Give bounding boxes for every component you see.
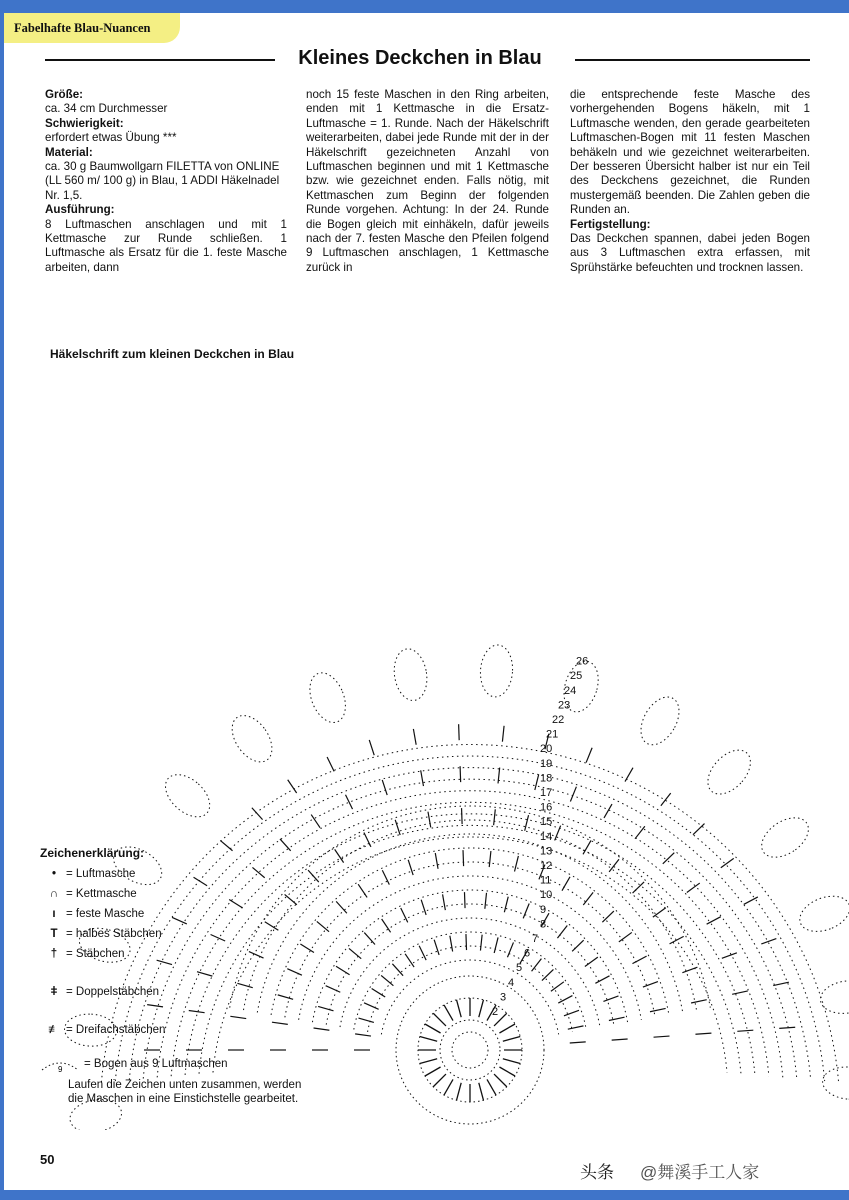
stitch-mark <box>654 1036 670 1037</box>
stitch-mark <box>595 976 609 984</box>
round-arc <box>285 862 655 1017</box>
stitch-mark <box>494 809 496 825</box>
petal-loop <box>755 810 816 866</box>
stitch-mark <box>494 1074 507 1087</box>
round-number-label: 13 <box>540 845 553 858</box>
material-label: Material: <box>45 145 93 159</box>
stitch-mark <box>355 1034 371 1036</box>
stitch-mark <box>504 897 508 913</box>
stitch-mark <box>619 932 632 941</box>
section-title: Fabelhafte Blau-Nuancen <box>14 21 151 35</box>
stitch-mark <box>317 921 329 931</box>
bottom-blue-bar <box>0 1190 849 1200</box>
stitch-mark <box>336 901 347 913</box>
legend-label: = Doppelstäbchen <box>66 986 160 998</box>
stitch-mark <box>498 768 500 784</box>
stitch-mark <box>372 989 386 997</box>
legend-label: = Kettmasche <box>66 888 137 900</box>
legend-label: = halbes Stäbchen <box>66 928 162 940</box>
slip-stitch-symbol-icon: ∩ <box>49 888 59 900</box>
stitch-mark <box>693 824 705 835</box>
text-column-1 <box>45 88 287 275</box>
treble-symbol-icon: ǂ <box>50 986 58 998</box>
stitch-mark <box>460 766 461 782</box>
stitch-mark <box>434 940 439 955</box>
stitch-mark <box>464 892 465 908</box>
section-tab <box>4 13 180 43</box>
stitch-mark <box>535 774 539 790</box>
diagram-title: Häkelschrift zum kleinen Deckchen in Blau <box>50 347 295 361</box>
legend-row-arc <box>40 1058 308 1076</box>
difficulty-value: erfordert etwas Übung *** <box>45 131 177 145</box>
round-number-label: 5 <box>516 962 523 975</box>
legend-row-hdc <box>40 928 308 948</box>
stitch-mark <box>444 1005 453 1021</box>
stitch-mark <box>425 1067 441 1076</box>
round-number-label: 23 <box>558 699 571 712</box>
stitch-mark <box>419 946 426 960</box>
stitch-mark <box>349 948 361 958</box>
stitch-mark <box>632 956 646 964</box>
legend-row-tr <box>40 986 308 1024</box>
stitch-mark <box>499 1067 515 1076</box>
stitch-mark <box>462 808 463 824</box>
petal-loop <box>479 644 515 698</box>
stitch-mark <box>487 1079 496 1095</box>
stitch-mark <box>433 1013 446 1026</box>
stitch-mark <box>288 780 297 793</box>
stitch-mark <box>443 894 446 910</box>
stitch-mark <box>650 1008 666 1011</box>
stitch-mark <box>625 768 633 782</box>
round-number-label: 14 <box>540 830 553 843</box>
page-title: Kleines Deckchen in Blau <box>298 47 542 69</box>
stitch-mark <box>466 934 467 950</box>
stitch-mark <box>480 935 482 951</box>
stitch-mark <box>609 859 619 872</box>
stitch-mark <box>542 969 554 980</box>
stitch-mark <box>494 937 498 953</box>
stitch-mark <box>326 986 341 993</box>
petal-loop <box>818 978 849 1017</box>
column-2-text: noch 15 feste Maschen in den Ring arbeiten, enden mit 1 Kettmasche in die Ersatz-Luftmasche = 1. Runde. Nach der Häkelschrift weiterarbeiten, dabei jede Runde mit der in der Häkelschrift gezeichneten Anzahl von Luftmaschen beginnen und mit 1 Kettmasche bzw. wie gezeichnet enden. Falls nötig, mit Kettmaschen zum Beginn der folgenden Runde vorgehen. Achtung: In der 24. Runde die Bogen gleich mit einhäkeln, dafür jeweils nach der 7. festen Masche den Pfeilen folgend 9 Luftmaschen anschlagen, 1 Kettmasche zurück in <box>306 88 549 274</box>
round-number-label: 16 <box>540 801 553 814</box>
finishing-value: Das Deckchen spannen, dabei jeden Bogen aus 3 Luftmaschen extra erfassen, mit Sprühstärke befeuchten und trocknen lassen. <box>570 232 810 274</box>
stitch-mark <box>612 1039 628 1040</box>
legend-label: = Dreifachstäbchen <box>66 1024 166 1036</box>
stitch-mark <box>346 795 353 809</box>
text-column-2 <box>306 88 549 275</box>
stitch-mark <box>457 1083 462 1100</box>
single-crochet-symbol-icon: ı <box>52 908 56 920</box>
stitch-mark <box>604 804 612 818</box>
title-rule-right <box>575 59 810 61</box>
round-number-label: 24 <box>564 684 577 697</box>
round-number-label: 7 <box>532 933 539 945</box>
stitch-mark <box>364 933 375 945</box>
stitch-mark <box>503 1037 520 1042</box>
stitch-mark <box>603 996 618 1001</box>
stitch-mark <box>364 832 371 846</box>
stitch-mark <box>463 850 464 866</box>
stitch-mark <box>532 959 542 972</box>
round-number-label: 26 <box>576 655 589 668</box>
legend-label: = Bogen aus 9 Luftmaschen <box>84 1058 228 1070</box>
legend-row-slip <box>40 888 308 908</box>
stitch-mark <box>507 942 513 957</box>
stitch-mark <box>479 1000 484 1017</box>
stitch-mark <box>364 1003 379 1010</box>
petal-loop <box>700 742 759 802</box>
stitch-mark <box>602 911 614 922</box>
stitch-mark <box>395 820 400 835</box>
stitch-mark <box>695 1033 711 1034</box>
stitch-mark <box>392 964 403 976</box>
stitch-mark <box>744 897 758 905</box>
petal-loop <box>303 668 352 728</box>
stitch-mark <box>779 1027 795 1028</box>
stitch-mark <box>489 851 491 867</box>
legend-row-chain <box>40 868 308 888</box>
stitch-mark <box>773 982 789 985</box>
size-value: ca. 34 cm Durchmesser <box>45 102 168 116</box>
legend-title: Zeichenerklärung: <box>40 846 145 860</box>
stitch-mark <box>420 1059 437 1064</box>
round-number-label: 8 <box>540 918 547 931</box>
stitch-mark <box>499 1024 515 1033</box>
stitch-mark <box>523 904 529 919</box>
round-number-label: 2 <box>492 1006 499 1018</box>
legend-row-sc <box>40 908 308 928</box>
stitch-mark <box>335 849 344 862</box>
stitch-mark <box>570 787 576 802</box>
stitch-mark <box>568 1026 584 1029</box>
legend-row-dc <box>40 948 308 986</box>
round-number-label: 11 <box>540 874 552 887</box>
round-number-label: 4 <box>508 976 515 989</box>
stitch-mark <box>737 1030 753 1031</box>
round-number-label: 22 <box>552 714 565 726</box>
stitch-mark <box>358 884 367 897</box>
double-crochet-symbol-icon: † <box>50 948 58 960</box>
execution-value: 8 Luftmaschen anschlagen und mit 1 Kettmasche zur Runde schließen. 1 Luftmasche als Ersatz für die 1. feste Masche arbeiten, dann <box>45 217 287 274</box>
stitch-mark <box>687 883 700 892</box>
round-number-label: 9 <box>540 903 547 916</box>
stitch-mark <box>562 877 570 891</box>
round-number-label: 12 <box>540 860 553 872</box>
round-arc <box>243 820 696 1010</box>
legend-note: Laufen die Zeichen unten zusammen, werden die Maschen in eine Einstichstelle gearbeitet. <box>68 1079 302 1105</box>
stitch-mark <box>382 870 389 884</box>
round-number-label: 15 <box>540 816 553 829</box>
stitch-mark <box>572 940 584 951</box>
stitch-mark <box>479 1083 484 1100</box>
watermark-brand: 头条 <box>580 1163 614 1182</box>
stitch-mark <box>459 724 460 740</box>
legend-label: = Stäbchen <box>66 948 125 960</box>
column-3-text: die entsprechende feste Masche des vorhergehenden Bogens häkeln, mit 1 Luftmasche wenden, den gerade gearbeiteten Luftmaschen-Bogen mit 11 festen Maschen behäkeln und wie gezeichnet weiterarbeiten. Der besseren Übersicht halber ist nur ein Teil des Deckchens gezeichnet, die Runden mustergemäß beenden. Die Zahlen geben die Runden an. <box>570 88 810 217</box>
material-value: ca. 30 g Baumwollgarn FILETTA von ONLINE (LL 560 m/ 100 g) in Blau, 1 ADDI Häkelnadel Nr. 1,5. <box>45 160 280 202</box>
round-number-label: 3 <box>500 991 507 1004</box>
stitch-mark <box>661 793 671 806</box>
round-arc <box>271 848 669 1015</box>
stitch-mark <box>635 826 645 839</box>
stitch-mark <box>450 936 453 952</box>
stitch-mark <box>314 1028 330 1030</box>
stitch-mark <box>336 966 350 974</box>
round-circle <box>440 1020 500 1080</box>
round-number-label: 6 <box>524 947 531 960</box>
stitch-mark <box>564 1010 579 1015</box>
round-number-label: 20 <box>540 743 553 756</box>
stitch-mark <box>525 815 529 831</box>
stitch-mark <box>682 967 697 972</box>
round-number-label: 19 <box>540 757 553 770</box>
chain-symbol-icon: • <box>51 868 57 880</box>
legend <box>40 846 308 1106</box>
stitch-mark <box>670 936 684 944</box>
svg-text:9: 9 <box>58 1065 63 1074</box>
stitch-mark <box>425 1024 441 1033</box>
stitch-mark <box>485 893 487 909</box>
stitch-mark <box>457 1000 462 1017</box>
stitch-mark <box>408 860 413 875</box>
stitch-mark <box>444 1079 453 1095</box>
stitch-mark <box>327 757 334 771</box>
stitch-mark <box>732 991 748 994</box>
stitch-mark <box>421 770 424 786</box>
round-arc <box>257 834 682 1012</box>
top-blue-bar <box>0 0 849 13</box>
stitch-mark <box>420 1037 437 1042</box>
page-number: 50 <box>40 1152 55 1167</box>
legend-label: = Luftmasche <box>66 868 136 880</box>
double-treble-symbol-icon: ≢ <box>48 1024 60 1036</box>
title-rule-left <box>45 59 275 61</box>
round-number-label: 25 <box>570 670 583 683</box>
stitch-mark <box>502 726 504 742</box>
stitch-mark <box>369 740 374 755</box>
stitch-mark <box>570 1042 586 1043</box>
stitch-mark <box>515 856 519 872</box>
stitch-mark <box>435 853 438 869</box>
round-number-label: 21 <box>546 728 559 741</box>
stitch-mark <box>433 1074 446 1087</box>
difficulty-label: Schwierigkeit: <box>45 116 124 130</box>
petal-loop <box>795 890 849 939</box>
stitch-mark <box>643 982 658 987</box>
stitch-mark <box>557 925 567 938</box>
half-double-symbol-icon: T <box>50 928 58 940</box>
stitch-mark <box>691 1000 707 1003</box>
execution-label: Ausführung: <box>45 203 115 217</box>
stitch-mark <box>722 953 737 958</box>
petal-loop <box>224 708 280 769</box>
chain-arc-icon <box>40 1058 80 1074</box>
stitch-mark <box>585 957 598 966</box>
stitch-mark <box>382 780 387 795</box>
round-number-label: 10 <box>540 889 553 902</box>
stitch-mark <box>413 729 416 745</box>
stitch-mark <box>401 908 408 922</box>
stitch-mark <box>421 900 426 915</box>
stitch-mark <box>555 826 561 841</box>
round-number-label: 18 <box>540 772 553 785</box>
center-ring <box>452 1032 488 1068</box>
stitch-mark <box>382 919 391 932</box>
finishing-label: Fertigstellung: <box>570 217 651 231</box>
stitch-mark <box>311 815 320 828</box>
stitch-mark <box>381 975 393 985</box>
stitch-mark <box>318 1006 333 1010</box>
petal-loop <box>633 690 687 751</box>
stitch-mark <box>583 840 591 854</box>
stitch-mark <box>428 812 431 828</box>
text-column-3 <box>570 88 810 275</box>
petal-loop <box>158 766 218 825</box>
petal-loop <box>821 1065 849 1101</box>
stitch-mark <box>583 892 593 905</box>
legend-label: = feste Masche <box>66 908 145 920</box>
stitch-mark <box>503 1059 520 1064</box>
size-label: Größe: <box>45 88 84 101</box>
stitch-mark <box>586 748 592 763</box>
petal-loop <box>391 646 431 702</box>
stitch-mark <box>358 1018 373 1022</box>
stitch-mark <box>609 1017 625 1020</box>
legend-row-dtr <box>40 1024 308 1058</box>
round-number-label: 17 <box>540 787 553 799</box>
watermark-handle: @舞溪手工人家 <box>640 1163 760 1182</box>
